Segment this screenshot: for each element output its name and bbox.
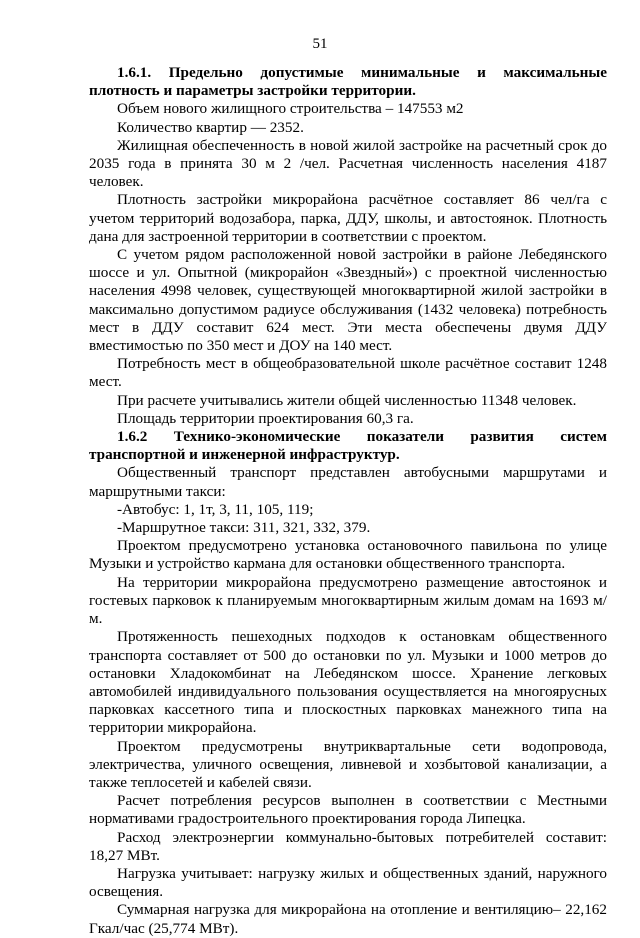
paragraph-construction-volume: Объем нового жилищного строительства – 147553 м2	[117, 100, 464, 118]
paragraph-taxi-routes: -Маршрутное такси: 311, 321, 332, 379.	[117, 519, 371, 537]
paragraph-bus-routes: -Автобус: 1, 1т, 3, 11, 105, 119;	[117, 500, 314, 518]
paragraph-parking: На территории микрорайона предусмотрено размещение автостоянок и гостевых парковок к планируемым многоквартирным жилым домам на 1693 м/м.	[89, 573, 607, 628]
paragraph-apartment-count: Количество квартир — 2352.	[117, 118, 304, 136]
document-body	[89, 64, 607, 938]
paragraph-walking-distance: Протяженность пешеходных подходов к остановкам общественного транспорта составляет от 500 до остановки по ул. Музыки и 1000 метров до остановки Хладокомбинат на Лебедянском шоссе. Хранение легковых автомобилей индивидуального пользования осуществляется на многоярусных парковках кассетного типа и плоскостных парковках манежного типа на территории микрорайона.	[89, 628, 607, 737]
paragraph-kindergarten-need: С учетом рядом расположенной новой застройки в районе Лебедянского шоссе и ул. Опытной (микрорайон «Звездный») с проектной численностью населения 4998 человек, существующей многоквартирной жилой застройки в максимально допустимом радиусе обслуживания (1432 человека) потребность мест в ДДУ составит 624 мест. Эти места обеспечены двумя ДДУ вместимостью по 350 мест и ДОУ на 140 мест.	[89, 246, 607, 355]
paragraph-electricity-consumption: Расход электроэнергии коммунально-бытовых потребителей составит: 18,27 МВт.	[89, 828, 607, 864]
paragraph-building-density: Плотность застройки микрорайона расчётное составляет 86 чел/га с учетом территорий водозабора, парка, ДДУ, школы, и автостоянок. Плотность дана для застроенной территории в соответствии с проектом.	[89, 191, 607, 245]
paragraph-load-composition: Нагрузка учитывает: нагрузку жилых и общественных зданий, наружного освещения.	[89, 864, 607, 901]
paragraph-heating-load: Суммарная нагрузка для микрорайона на отопление и вентиляцию– 22,162 Гкал/час (25,774 МВт).	[89, 901, 607, 937]
paragraph-residents-count: При расчете учитывались жители общей численностью 11348 человек.	[117, 391, 577, 409]
section-heading-1-6-2: 1.6.2 Технико-экономические показатели развития систем транспортной и инженерной инфраструктур.	[89, 428, 607, 464]
section-heading-1-6-1: 1.6.1. Предельно допустимые минимальные и максимальные плотность и параметры застройки территории.	[89, 64, 607, 100]
page-number: 51	[312, 36, 328, 52]
paragraph-school-need: Потребность мест в общеобразовательной школе расчётное составит 1248 мест.	[89, 355, 607, 391]
paragraph-resource-calculation: Расчет потребления ресурсов выполнен в соответствии с Местными нормативами градостроительного проектирования города Липецка.	[89, 792, 607, 828]
paragraph-public-transport: Общественный транспорт представлен автобусными маршрутами и маршрутными такси:	[89, 464, 607, 500]
paragraph-territory-area: Площадь территории проектирования 60,3 га.	[117, 409, 414, 427]
paragraph-housing-provision: Жилищная обеспеченность в новой жилой застройке на расчетный срок до 2035 года в принята 30 м 2 /чел. Расчетная численность населения 4187 человек.	[89, 136, 607, 191]
paragraph-bus-pavilion: Проектом предусмотрено установка остановочного павильона по улице Музыки и устройство кармана для остановки общественного транспорта.	[89, 537, 607, 573]
paragraph-utility-networks: Проектом предусмотрены внутриквартальные сети водопровода, электричества, уличного освещения, ливневой и хозбытовой канализации, а также теплосетей и кабелей связи.	[89, 737, 607, 791]
